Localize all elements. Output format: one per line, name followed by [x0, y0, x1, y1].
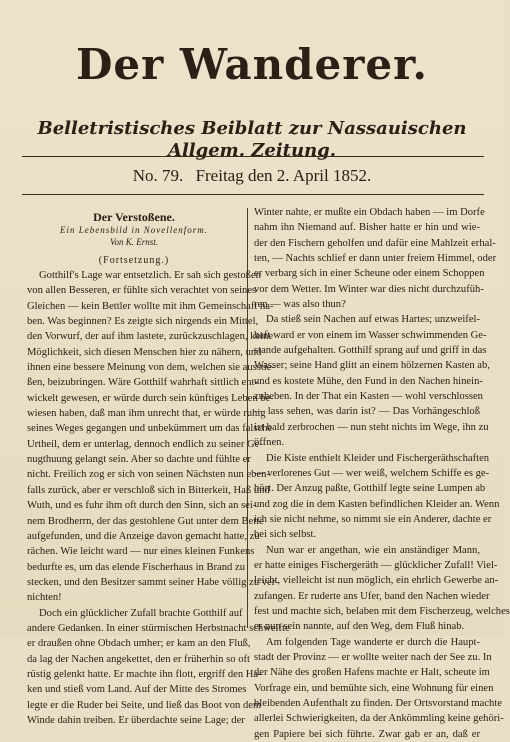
- text-line: bei sich selbst.: [254, 529, 317, 541]
- text-line: den Vorwurf, der auf ihm lastete, zurückzuschlagen, keine: [27, 331, 274, 343]
- text-line: von allen Besseren, er fühlte sich verachtet von seines: [27, 285, 257, 297]
- rule-bottom: [22, 194, 484, 195]
- text-line: er nun sein nannte, auf den Weg, dem Fluß hinab.: [254, 621, 465, 633]
- text-line: ken und stieß vom Land. Auf der Mitte des Stromes: [27, 684, 247, 696]
- text-line: er verbarg sich in einer Scheune oder einem Schoppen: [254, 268, 485, 280]
- text-line: und es kostete Mühe, den Fund in den Nachen hinein-: [254, 375, 483, 387]
- text-line: gen Papiere bei sich führte. Zwar gab er an, daß er: [254, 728, 480, 740]
- text-line: öffnen.: [254, 437, 285, 449]
- text-line: Gotthilf's Lage war entsetzlich. Er sah sich gestoßen: [39, 270, 261, 281]
- text-line: Doch ein glücklicher Zufall brachte Gotthilf auf: [39, 607, 243, 619]
- issue-line: [0, 165, 504, 187]
- text-line: ten, — Nachts schlief er dann unter freiem Himmel, oder: [254, 253, 497, 265]
- text-line: vor dem Wetter. Im Winter war dies nicht durchzufüh-: [254, 283, 484, 295]
- text-line: — lass sehen, was darin ist? — Das Vorhängeschloß: [254, 406, 480, 418]
- text-line: legte er die Ruder bei Seite, und ließ das Boot von dem: [27, 699, 262, 711]
- text-line: Winter nahte, er mußte ein Obdach haben — im Dorfe: [254, 207, 485, 218]
- text-line: nem Brodherrn, der das gestohlene Gut unter dem Bette: [27, 515, 264, 527]
- rule-top: [22, 156, 484, 157]
- text-line: Da stieß sein Nachen auf etwas Hartes; unzweifel-: [266, 314, 480, 326]
- text-line: ich sie nicht nehme, so nimmt sie ein Anderer, dachte er: [254, 513, 492, 525]
- text-line: Die Kiste enthielt Kleider und Fischergeräthschaften: [266, 452, 490, 464]
- text-line: leicht, vielleicht ist nun möglich, ein ehrlich Gewerbe an-: [254, 575, 499, 587]
- right-body-text: [254, 205, 510, 742]
- text-line: Möglichkeit, sich diesen Menschen hier zu nähern, und: [27, 346, 262, 358]
- continuation-note: (Fortsetzung.): [98, 255, 170, 266]
- text-line: nicht. Freilich zog er sich von seinen Nächsten nun eben-: [27, 469, 270, 481]
- text-line: bleibenden Aufenthalt zu finden. Der Ortsvorstand machte: [254, 698, 502, 709]
- text-line: rächen. Wie leicht ward — nur eines kleinen Funkens: [27, 546, 255, 558]
- text-line: nahm ihn Niemand auf. Bisher hatte er hin und wie-: [254, 222, 480, 234]
- text-line: nugthuung gelangt sein. Aber so dachte und fühlte er: [27, 454, 251, 466]
- text-line: ßen, beizubringen. Wäre Gotthilf wahrhaft sittlich ent-: [27, 377, 259, 389]
- text-line: zufangen. Er ruderte ans Ufer, band den Nachen wieder: [254, 590, 490, 602]
- masthead-subtitle: Belletristisches Beiblatt zur Nassauischen Allgem. Zeitung.: [37, 118, 467, 161]
- text-line: er draußen ohne Obdach umher; er kam an den Fluß,: [27, 638, 251, 650]
- text-line: er hatte einiges Fischergeräth — glücklicher Zufall! Viel-: [254, 559, 498, 571]
- masthead-title: Der Wanderer.: [76, 40, 428, 89]
- issue-number: No. 79.: [132, 166, 184, 185]
- text-line: allerlei Schwierigkeiten, da der Ankömmling keine gehöri-: [254, 713, 504, 725]
- text-line: Gleichen — kein Bettler wollte mit ihm Gemeinschaft ha-: [27, 300, 274, 312]
- text-line: nichten!: [27, 592, 62, 604]
- text-line: Winde dahin treiben. Er überdachte seine Lage; der: [27, 714, 245, 726]
- text-line: wickelt gewesen, er würde durch sein künftiges Leben be-: [27, 392, 274, 404]
- text-line: rüstig gelenkt hatte. Er machte ihn flott, ergriff den Ha-: [27, 668, 262, 680]
- text-line: wiesen haben, daß man ihm unrecht that, er würde ruhig: [27, 408, 266, 420]
- text-line: hört. Der Anzug paßte, Gotthilf legte seine Lumpen ab: [254, 483, 486, 495]
- text-line: aufgefunden, und die Anzeige davon gemacht hatte, zu: [27, 530, 260, 542]
- text-line: stadt der Provinz — er wollte weiter nach der See zu. In: [254, 651, 492, 663]
- text-line: ren — was also thun?: [254, 299, 346, 311]
- text-line: der den Fischern geholfen und dafür eine Mahlzeit erhal-: [254, 237, 496, 249]
- text-line: ben. Was beginnen? Es zeigte sich nirgends ein Mittel,: [27, 316, 259, 328]
- issue-date: Freitag den 2. April 1852.: [195, 166, 372, 185]
- article-author: Von K. Ernst.: [109, 237, 158, 247]
- article-title: Der Verstoßene.: [93, 210, 175, 224]
- text-line: und zog die in dem Kasten befindlichen Kleider an. Wenn: [254, 498, 500, 510]
- text-line: falls zurück, aber er verschloß sich in Bitterkeit, Haß und: [27, 484, 270, 496]
- text-line: ist bald zerbrochen — nun steht nichts im Wege, ihn zu: [254, 421, 489, 433]
- text-line: da lag der Nachen angekettet, den er früherhin so oft: [27, 653, 250, 665]
- text-line: Nun war er angethan, wie ein anständiger Mann,: [266, 544, 480, 556]
- text-line: seines Weges gegangen und unbekümmert um das falsche: [27, 423, 273, 435]
- text-line: Vorfrage ein, und bemühte sich, eine Wohnung für einen: [254, 682, 494, 694]
- text-line: zuheben. In der That ein Kasten — wohl verschlossen: [254, 391, 483, 403]
- text-line: stecken, und den Besitzer sammt seiner Habe völlig zu ver-: [27, 576, 279, 588]
- text-line: fest und machte sich, belaben mit dem Fischerzeug, welches: [254, 605, 510, 617]
- text-line: Wasser; seine Hand glitt an einem hölzernen Kasten ab,: [254, 360, 490, 372]
- text-line: Wuth, und es fuhr ihm oft durch den Sinn, sich an sei-: [27, 500, 257, 512]
- text-line: Am folgenden Tage wanderte er durch die Haupt-: [266, 636, 480, 648]
- text-line: andere Gedanken. In einer stürmischen Herbstnacht schweifte: [27, 622, 290, 634]
- text-line: — verlorenes Gut — wer weiß, welchem Schiffe es ge-: [254, 467, 490, 479]
- article-subtitle: Ein Lebensbild in Novellenform.: [60, 225, 208, 235]
- text-line: der Nähe des großen Hafens machte er Halt, scheute im: [254, 667, 490, 679]
- text-line: stande aufgehalten. Gotthilf sprang auf und griff in das: [254, 345, 487, 357]
- column-right: [254, 205, 510, 742]
- text-line: ihnen eine bessere Meinung von dem, welchen sie ausstie-: [27, 362, 275, 374]
- text-line: haft ward er von einem im Wasser schwimmenden Ge-: [254, 329, 487, 341]
- text-line: Urtheil, dem er unterlag, dennoch endlich zu seiner Ge-: [27, 438, 263, 450]
- text-line: bedurfte es, um das elende Fischerhaus in Brand zu: [27, 561, 245, 573]
